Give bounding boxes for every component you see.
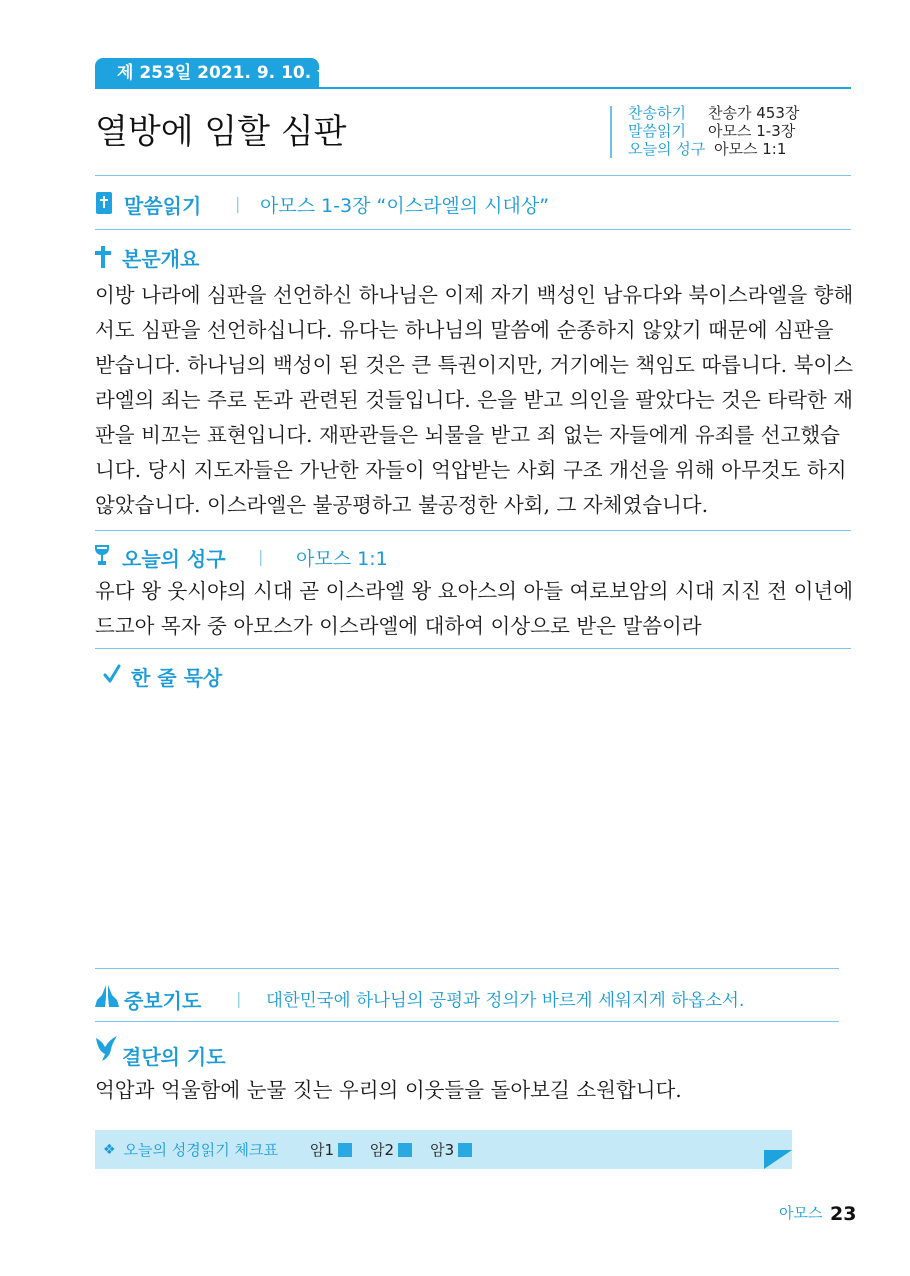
hymn-key: 말씀읽기 [628, 122, 686, 140]
hymn-key: 찬송하기 [628, 104, 686, 122]
page-number: 23 [830, 1203, 857, 1225]
divider [95, 1021, 839, 1022]
checkbox[interactable] [398, 1143, 412, 1157]
reading-label: 말씀읽기 [124, 194, 202, 218]
summary-line: 라엘의 죄는 주로 돈과 관련된 것들입니다. 은을 받고 의인을 팔았다는 것은 타락한 재 [95, 388, 854, 412]
checkbox[interactable] [338, 1143, 352, 1157]
hymn-value: 아모스 1-3장 [708, 122, 796, 140]
verse-line: 유다 왕 웃시야의 시대 곧 이스라엘 왕 요아스의 아들 여로보암의 시대 지진 전 이년에 [95, 579, 854, 603]
checkbox[interactable] [458, 1143, 472, 1157]
hymn-row [628, 122, 799, 140]
summary-line: 니다. 당시 지도자들은 가난한 자들이 억압받는 사회 구조 개선을 위해 아무것도 하지 [95, 458, 847, 482]
divider [95, 175, 851, 176]
checklist-item-label: 암1 [310, 1141, 335, 1159]
divider [95, 229, 851, 230]
divider [95, 648, 851, 649]
checklist-item[interactable] [310, 1139, 352, 1160]
summary-line: 않았습니다. 이스라엘은 불공평하고 불공정한 사회, 그 자체였습니다. [95, 493, 709, 517]
summary-line: 이방 나라에 심판을 선언하신 하나님은 이제 자기 백성인 남유다와 북이스라엘을 향해 [95, 283, 854, 307]
checklist-item-label: 암3 [430, 1141, 455, 1159]
checklist-label: 오늘의 성경읽기 체크표 [123, 1141, 278, 1159]
page-corner-icon [764, 1150, 792, 1169]
cross-icon [94, 245, 112, 269]
hymn-row [628, 104, 799, 122]
resolution-label: 결단의 기도 [122, 1045, 226, 1069]
reading-separator: | [235, 194, 241, 213]
summary-line: 판을 비꼬는 표현입니다. 재판관들은 뇌물을 받고 죄 없는 자들에게 유죄를 선고했습 [95, 423, 840, 447]
verse-text [95, 574, 855, 644]
diamond-icon: ❖ [103, 1141, 116, 1158]
reading-checklist [95, 1130, 792, 1169]
summary-line: 받습니다. 하나님의 백성이 된 것은 큰 특권이지만, 거기에는 책임도 따릅니다. 북이스 [95, 353, 854, 377]
divider [95, 530, 851, 531]
praying-hands-icon [93, 983, 121, 1009]
intercession-separator: | [236, 989, 242, 1008]
verse-label: 오늘의 성구 [122, 547, 226, 571]
summary-line: 서도 심판을 선언하십니다. 유다는 하나님의 말씀에 순종하지 않았기 때문에 심판을 [95, 318, 834, 342]
intercession-label: 중보기도 [124, 989, 202, 1013]
hymn-value: 아모스 1:1 [714, 140, 787, 158]
check-icon [103, 664, 121, 684]
verse-separator: | [258, 547, 264, 566]
divider [95, 968, 839, 969]
intercession-text: 대한민국에 하나님의 공평과 정의가 바르게 세워지게 하옵소서. [266, 991, 745, 1011]
checklist-item[interactable] [370, 1139, 412, 1160]
summary-label: 본문개요 [122, 247, 200, 271]
hymn-divider [610, 106, 612, 158]
chalice-icon [94, 544, 110, 566]
checklist-item[interactable] [430, 1139, 472, 1160]
meditation-label: 한 줄 묵상 [131, 666, 223, 690]
resolution-text [95, 1073, 855, 1108]
header-rule [95, 87, 851, 89]
hymn-key: 오늘의 성구 [628, 140, 706, 158]
page-title: 열방에 임할 심판 [95, 112, 347, 152]
verse-line: 드고아 목자 중 아모스가 이스라엘에 대하여 이상으로 받은 말씀이라 [95, 614, 702, 638]
checklist-item-label: 암2 [370, 1141, 395, 1159]
bible-icon [95, 191, 113, 215]
verse-ref: 아모스 1:1 [296, 548, 388, 570]
resolution-line: 억압과 억울함에 눈물 짓는 우리의 이웃들을 돌아보길 소원합니다. [95, 1078, 682, 1102]
hymn-value: 찬송가 453장 [708, 104, 800, 122]
reading-ref: 아모스 1-3장 “이스라엘의 시대상” [260, 195, 550, 217]
footer-book: 아모스 [779, 1204, 823, 1222]
summary-text [95, 278, 855, 523]
hymn-row [628, 140, 799, 158]
dove-icon [94, 1035, 118, 1063]
date-tab: 제 253일 2021. 9. 10. 금 [95, 58, 319, 88]
hymn-info [628, 104, 799, 158]
